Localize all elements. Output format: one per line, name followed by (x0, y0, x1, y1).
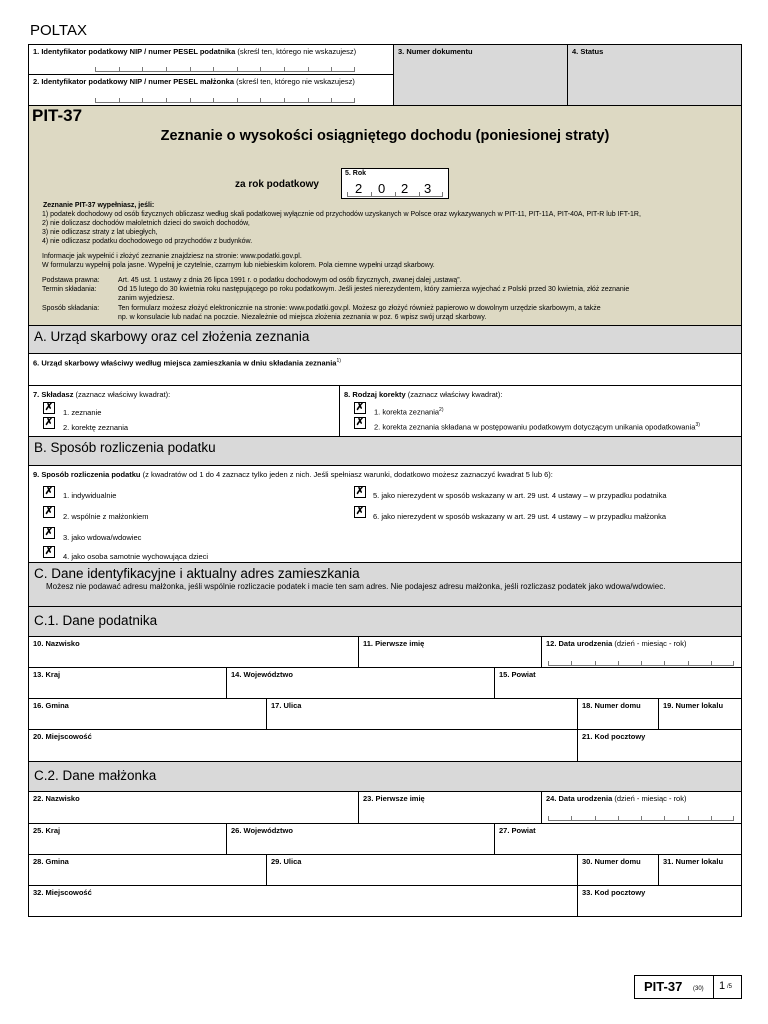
taxpayer-county-field[interactable] (494, 667, 742, 699)
spouse-commune-field[interactable] (28, 854, 267, 886)
condition-2: 2) nie doliczasz dochodów małoletnich dzieci do swoich dochodów, (42, 220, 250, 227)
taxpayer-birthdate-note: (dzień - miesiąc - rok) (614, 639, 687, 648)
deadline-key: Termin składania: (42, 286, 97, 293)
taxpayer-voivodeship-label: 14. Województwo (231, 670, 293, 679)
section-c-title: C. Dane identyfikacyjne i aktualny adres zamieszkania (34, 566, 360, 581)
status-label: 4. Status (572, 47, 604, 56)
spouse-county-label: 27. Powiat (499, 826, 536, 835)
spouse-surname-label: 22. Nazwisko (33, 794, 80, 803)
condition-4: 4) nie odliczasz podatku dochodowego od przychodów z budynków. (42, 238, 253, 245)
spouse-apartment-field[interactable] (658, 854, 742, 886)
document-number-field (393, 44, 568, 106)
info-line-2: W formularzu wypełnij pola jasne. Wypełnij je czytelnie, czarnym lub niebieskim kolorem. Pola ciemne wypełni urząd skarbowy. (42, 262, 435, 269)
spouse-house-number-field[interactable] (577, 854, 659, 886)
correction-type-option-2-label: 2. korekta zeznania składana w postępowaniu podatkowym dotyczącym unikania opodatkowania (374, 422, 696, 432)
spouse-city-label: 32. Miejscowość (33, 888, 92, 897)
spouse-commune-label: 28. Gmina (33, 857, 69, 866)
correction-footnote-2: 2) (439, 407, 444, 413)
tax-year-digits (342, 181, 448, 198)
spouse-surname-field[interactable] (28, 791, 359, 824)
form-header (28, 105, 742, 326)
taxpayer-postal-code-label: 21. Kod pocztowy (582, 732, 646, 741)
settlement-option-2-label: 2. wspólnie z małżonkiem (63, 512, 149, 521)
section-c1-header: C.1. Dane podatnika (28, 606, 742, 637)
taxpayer-house-number-label: 18. Numer domu (582, 701, 641, 710)
spouse-city-field[interactable] (28, 885, 578, 917)
footer-form-version: (30) (693, 986, 704, 992)
filing-type-option-2-label: 2. korektę zeznania (63, 423, 129, 432)
footer-form-code: PIT-37 (644, 979, 683, 994)
settlement-option-6-label: 6. jako nierezydent w sposób wskazany w art. 29 ust. 4 ustawy – w przypadku małżonka (373, 512, 667, 521)
taxpayer-postal-code-field[interactable] (577, 729, 742, 762)
tax-year-prefix: za rok podatkowy (235, 179, 319, 190)
settlement-checkbox-1[interactable]: ✗ (44, 486, 54, 497)
tax-year-digit: 3 (424, 181, 432, 196)
spouse-apartment-label: 31. Numer lokalu (663, 857, 724, 866)
spouse-voivodeship-label: 26. Województwo (231, 826, 293, 835)
footer-page-box (713, 975, 742, 999)
spouse-voivodeship-field[interactable] (226, 823, 495, 855)
tax-year-digit: 0 (378, 181, 386, 196)
taxpayer-city-label: 20. Miejscowość (33, 732, 92, 741)
form-code: PIT-37 (32, 106, 83, 125)
tax-office-label: 6. Urząd skarbowy właściwy według miejsca zamieszkania w dniu składania zeznania (33, 358, 337, 368)
document-number-label: 3. Numer dokumentu (398, 47, 473, 56)
taxpayer-voivodeship-field[interactable] (226, 667, 495, 699)
correction-type-option-1-label: 1. korekta zeznania (374, 407, 440, 417)
filing-type-checkbox-2[interactable]: ✗ (44, 417, 54, 428)
correction-type-checkbox-1[interactable]: ✗ (355, 402, 365, 413)
section-c2-header: C.2. Dane małżonka (28, 761, 742, 792)
tax-year-digit: 2 (355, 181, 363, 196)
deadline-value: Od 15 lutego do 30 kwietnia roku następującego po roku podatkowym. Jeśli jesteś nierezydentem, który zamierza wyjechać z Polski przed 30 kwietnia, złóż zeznanie (118, 286, 630, 293)
spouse-street-field[interactable] (266, 854, 578, 886)
footer-form-code-box (634, 975, 714, 999)
tax-year-label: 5. Rok (345, 170, 367, 177)
nip-spouse-note: (skreśl ten, którego nie wskazujesz) (236, 77, 355, 86)
correction-type-label: 8. Rodzaj korekty (344, 390, 406, 399)
spouse-country-field[interactable] (28, 823, 227, 855)
taxpayer-firstname-field[interactable] (358, 636, 542, 668)
spouse-birthdate-note: (dzień - miesiąc - rok) (614, 794, 687, 803)
taxpayer-birthdate-field[interactable] (541, 636, 742, 668)
spouse-firstname-field[interactable] (358, 791, 542, 824)
taxpayer-city-field[interactable] (28, 729, 578, 762)
section-c-header (28, 562, 742, 607)
info-line-1: Informacje jak wypełnić i złożyć zeznanie znajdziesz na stronie: www.podatki.gov.pl. (42, 253, 302, 260)
method-key: Sposób składania: (42, 305, 100, 312)
legal-basis-value: Art. 45 ust. 1 ustawy z dnia 26 lipca 1991 r. o podatku dochodowym od osób fizycznych, zwanej dalej „ustawą”. (118, 277, 462, 284)
nip-spouse-combs (95, 98, 355, 103)
nip-taxpayer-field[interactable] (28, 44, 394, 75)
spouse-postal-code-label: 33. Kod pocztowy (582, 888, 646, 897)
tax-office-footnote: 1) (336, 358, 341, 364)
taxpayer-commune-label: 16. Gmina (33, 701, 69, 710)
nip-spouse-field[interactable] (28, 74, 394, 106)
condition-3: 3) nie odliczasz straty z lat ubiegłych, (42, 229, 158, 236)
footer-page-total: /5 (727, 984, 733, 990)
taxpayer-county-label: 15. Powiat (499, 670, 536, 679)
spouse-postal-code-field[interactable] (577, 885, 742, 917)
nip-taxpayer-label: 1. Identyfikator podatkowy NIP / numer PESEL podatnika (33, 47, 236, 56)
taxpayer-commune-field[interactable] (28, 698, 267, 730)
settlement-checkbox-4[interactable]: ✗ (44, 546, 54, 557)
method-value-cont: np. w konsulacie lub nadać na poczcie. Niezależnie od miejsca złożenia zeznania w poz. 6 wpisz swój urząd skarbowy. (118, 314, 487, 321)
correction-footnote-3: 3) (695, 422, 700, 428)
condition-1: 1) podatek dochodowy od osób fizycznych obliczasz według skali podatkowej wyłącznie od przychodów uzyskanych w Polsce oraz wykazywanych w PIT-11, PIT-11A, PIT-40A, PIT-R lub IFT-1R, (42, 211, 641, 218)
taxpayer-surname-label: 10. Nazwisko (33, 639, 80, 648)
brand-logo: POLTAX (30, 22, 87, 39)
spouse-birthdate-combs (548, 816, 734, 821)
method-value: Ten formularz możesz złożyć elektronicznie na stronie: www.podatki.gov.pl. Możesz go złożyć również papierowo w dowolnym urzędzie skarbowym, a także (118, 305, 601, 312)
spouse-country-label: 25. Kraj (33, 826, 61, 835)
settlement-option-4-label: 4. jako osoba samotnie wychowująca dzieci (63, 552, 209, 561)
settlement-method-field (28, 465, 742, 563)
spouse-birthdate-label: 24. Data urodzenia (546, 794, 613, 803)
spouse-county-field[interactable] (494, 823, 742, 855)
correction-type-note: (zaznacz właściwy kwadrat): (407, 390, 503, 399)
settlement-option-3-label: 3. jako wdowa/wdowiec (63, 533, 142, 542)
section-a-header: A. Urząd skarbowy oraz cel złożenia zeznania (28, 325, 742, 354)
filing-type-field (28, 385, 340, 437)
section-b-header: B. Sposób rozliczenia podatku (28, 436, 742, 466)
section-c-note: Możesz nie podawać adresu małżonka, jeśli wspólnie rozliczacie podatek i macie ten sam adres. Nie podajesz adresu małżonka, jeśli rozliczasz podatek jako wdowa/wdowiec. (46, 582, 666, 591)
taxpayer-apartment-label: 19. Numer lokalu (663, 701, 724, 710)
spouse-house-number-label: 30. Numer domu (582, 857, 641, 866)
settlement-checkbox-2[interactable]: ✗ (44, 506, 54, 517)
deadline-value-cont: zanim wyjedziesz. (118, 295, 175, 302)
tax-year-field[interactable] (341, 168, 449, 199)
taxpayer-country-label: 13. Kraj (33, 670, 61, 679)
nip-taxpayer-note: (skreśl ten, którego nie wskazujesz) (237, 47, 357, 56)
nip-spouse-label: 2. Identyfikator podatkowy NIP / numer PESEL małżonka (33, 77, 235, 86)
taxpayer-apartment-field[interactable] (658, 698, 742, 730)
settlement-checkbox-6[interactable]: ✗ (355, 506, 365, 517)
taxpayer-birthdate-combs (548, 661, 734, 666)
taxpayer-street-label: 17. Ulica (271, 701, 302, 710)
settlement-method-note: (z kwadratów od 1 do 4 zaznacz tylko jeden z nich. Jeśli spełniasz warunki, dodatkowo możesz zaznaczyć kwadrat 5 lub 6): (142, 470, 553, 479)
filing-type-note: (zaznacz właściwy kwadrat): (75, 390, 171, 399)
tax-year-combs (347, 192, 443, 197)
correction-type-checkbox-2[interactable]: ✗ (355, 417, 365, 428)
settlement-option-5-label: 5. jako nierezydent w sposób wskazany w art. 29 ust. 4 ustawy – w przypadku podatnika (373, 491, 667, 500)
taxpayer-street-field[interactable] (266, 698, 578, 730)
taxpayer-birthdate-label: 12. Data urodzenia (546, 639, 613, 648)
spouse-street-label: 29. Ulica (271, 857, 302, 866)
form-title: Zeznanie o wysokości osiągniętego dochodu (poniesionej straty) (160, 128, 610, 144)
intro-heading: Zeznanie PIT-37 wypełniasz, jeśli: (43, 202, 155, 209)
settlement-checkbox-5[interactable]: ✗ (355, 486, 365, 497)
settlement-checkbox-3[interactable]: ✗ (44, 527, 54, 538)
settlement-method-label: 9. Sposób rozliczenia podatku (33, 470, 141, 479)
tax-year-digit: 2 (401, 181, 409, 196)
taxpayer-firstname-label: 11. Pierwsze imię (363, 639, 425, 648)
spouse-birthdate-field[interactable] (541, 791, 742, 824)
status-field (567, 44, 742, 106)
tax-office-field[interactable] (28, 353, 742, 386)
filing-type-checkbox-1[interactable]: ✗ (44, 402, 54, 413)
nip-taxpayer-combs (95, 67, 355, 72)
correction-type-field (339, 385, 742, 437)
taxpayer-house-number-field[interactable] (577, 698, 659, 730)
taxpayer-country-field[interactable] (28, 667, 227, 699)
taxpayer-surname-field[interactable] (28, 636, 359, 668)
settlement-option-1-label: 1. indywidualnie (63, 491, 117, 500)
footer-page-number: 1 (719, 980, 726, 992)
filing-type-option-1-label: 1. zeznanie (63, 408, 102, 417)
spouse-firstname-label: 23. Pierwsze imię (363, 794, 425, 803)
legal-basis-key: Podstawa prawna: (42, 277, 100, 284)
filing-type-label: 7. Składasz (33, 390, 74, 399)
